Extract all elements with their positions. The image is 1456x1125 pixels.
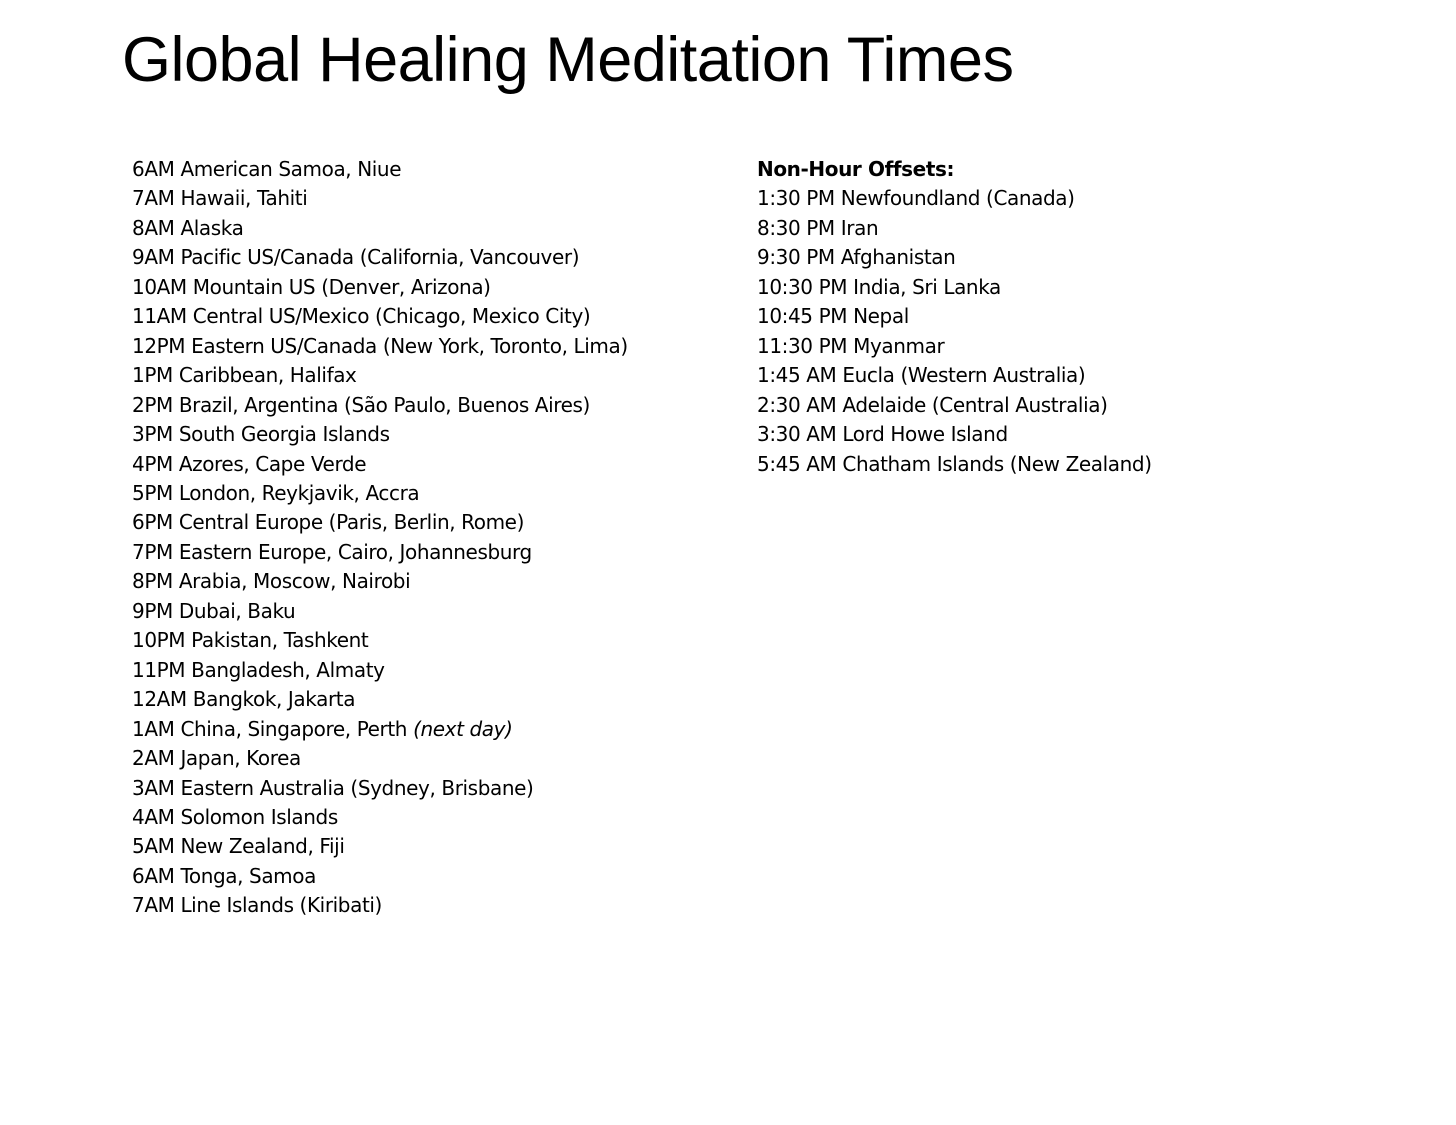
list-item (757, 332, 1152, 361)
location-label: Myanmar (853, 333, 945, 358)
time-label: 1:30 PM (757, 186, 835, 211)
location-label: Brazil, Argentina (São Paulo, Buenos Aires) (178, 392, 590, 417)
list-item (757, 214, 1152, 243)
time-label: 3PM (132, 422, 173, 447)
time-label: 11:30 PM (757, 333, 848, 358)
time-label: 12AM (132, 687, 187, 712)
list-item (132, 155, 628, 184)
time-label: 3:30 AM (757, 422, 837, 447)
list-item (132, 420, 628, 449)
list-item (757, 243, 1152, 272)
location-label: Eastern Europe, Cairo, Johannesburg (178, 539, 532, 564)
list-item (132, 332, 628, 361)
location-label: Bangladesh, Almaty (191, 657, 385, 682)
location-label: Adelaide (Central Australia) (842, 392, 1108, 417)
list-item (132, 508, 628, 537)
time-label: 2PM (132, 392, 173, 417)
offsets-heading: Non-Hour Offsets: (757, 157, 955, 181)
location-label: Central US/Mexico (Chicago, Mexico City) (192, 304, 591, 329)
time-label: 1PM (132, 363, 173, 388)
location-label: Caribbean, Halifax (178, 363, 357, 388)
list-item (132, 656, 628, 685)
list-item (132, 243, 628, 272)
time-label: 3AM (132, 775, 175, 800)
list-item (132, 774, 628, 803)
location-label: South Georgia Islands (178, 422, 390, 447)
list-item (132, 626, 628, 655)
location-label: Dubai, Baku (178, 598, 296, 623)
list-item (757, 391, 1152, 420)
list-item (132, 450, 628, 479)
list-item (132, 891, 628, 920)
list-item (132, 567, 628, 596)
location-label: American Samoa, Niue (180, 157, 402, 181)
time-label: 2AM (132, 746, 175, 771)
time-label: 1AM (132, 716, 175, 741)
list-item (132, 361, 628, 390)
time-label: 9PM (132, 598, 173, 623)
list-item (757, 450, 1152, 479)
time-label: 5AM (132, 834, 175, 859)
list-item (132, 597, 628, 626)
list-item (132, 273, 628, 302)
list-item (132, 803, 628, 832)
location-label: London, Reykjavik, Accra (178, 480, 420, 505)
list-item (132, 715, 628, 744)
time-label: 7PM (132, 539, 173, 564)
time-label: 1:45 AM (757, 363, 837, 388)
list-item (757, 420, 1152, 449)
time-label: 10:45 PM (757, 304, 848, 329)
location-label: Iran (840, 215, 879, 240)
list-item (132, 744, 628, 773)
location-label: Lord Howe Island (842, 422, 1008, 447)
location-label: Eastern US/Canada (New York, Toronto, Lima) (191, 333, 628, 358)
time-label: 5:45 AM (757, 451, 837, 476)
time-label: 12PM (132, 333, 186, 358)
list-item (757, 273, 1152, 302)
list-item (132, 832, 628, 861)
list-item (132, 862, 628, 891)
location-label: Pacific US/Canada (California, Vancouver) (180, 245, 580, 270)
time-label: 7AM (132, 893, 175, 918)
list-item (132, 538, 628, 567)
time-label: 4AM (132, 804, 175, 829)
time-label: 8PM (132, 569, 173, 594)
list-item (757, 184, 1152, 213)
time-label: 6AM (132, 863, 175, 888)
time-label: 11AM (132, 304, 187, 329)
list-item (757, 361, 1152, 390)
list-item (132, 685, 628, 714)
time-label: 7AM (132, 186, 175, 211)
location-label: Hawaii, Tahiti (180, 186, 308, 211)
location-label: Azores, Cape Verde (178, 451, 367, 476)
location-label: Japan, Korea (180, 746, 301, 771)
location-label: Nepal (853, 304, 909, 329)
time-label: 8AM (132, 215, 175, 240)
location-label: Central Europe (Paris, Berlin, Rome) (178, 510, 524, 535)
list-item (132, 184, 628, 213)
hourly-times-list (132, 155, 628, 921)
non-hour-offsets-list (757, 155, 1152, 479)
time-label: 10:30 PM (757, 274, 848, 299)
time-label: 10PM (132, 628, 186, 653)
location-label: Afghanistan (840, 245, 956, 270)
location-label: New Zealand, Fiji (180, 834, 345, 859)
location-label: Tonga, Samoa (180, 863, 316, 888)
location-label: Pakistan, Tashkent (191, 628, 369, 653)
location-label: Mountain US (Denver, Arizona) (192, 274, 491, 299)
time-label: 8:30 PM (757, 215, 835, 240)
location-label: Chatham Islands (New Zealand) (842, 451, 1152, 476)
time-label: 11PM (132, 657, 186, 682)
location-label: Eucla (Western Australia) (842, 363, 1086, 388)
location-label: Eastern Australia (Sydney, Brisbane) (180, 775, 534, 800)
location-label: Solomon Islands (180, 804, 338, 829)
time-label: 10AM (132, 274, 187, 299)
list-item (757, 302, 1152, 331)
time-label: 6PM (132, 510, 173, 535)
time-label: 2:30 AM (757, 392, 837, 417)
location-label: Newfoundland (Canada) (840, 186, 1075, 211)
time-label: 9AM (132, 245, 175, 270)
time-label: 5PM (132, 480, 173, 505)
location-label: Line Islands (Kiribati) (180, 893, 382, 918)
location-label: Alaska (180, 215, 244, 240)
location-label: Bangkok, Jakarta (192, 687, 356, 712)
list-item (132, 479, 628, 508)
list-item (132, 302, 628, 331)
list-item (132, 214, 628, 243)
next-day-note: (next day) (413, 716, 513, 741)
location-label: Arabia, Moscow, Nairobi (178, 569, 411, 594)
time-label: 6AM (132, 157, 175, 181)
list-item (132, 391, 628, 420)
location-label: India, Sri Lanka (853, 274, 1001, 299)
page-title: Global Healing Meditation Times (122, 25, 1014, 95)
time-label: 9:30 PM (757, 245, 835, 270)
time-label: 4PM (132, 451, 173, 476)
location-label: China, Singapore, Perth (180, 716, 408, 741)
